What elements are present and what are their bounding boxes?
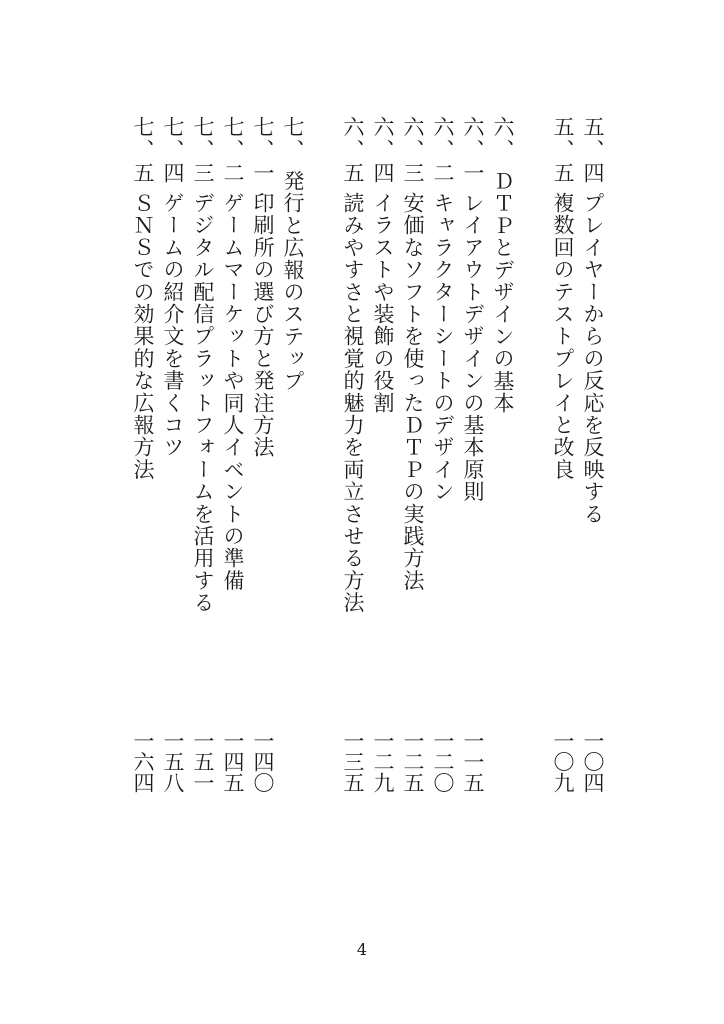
toc-entry-title: レイアウトデザインの基本原則	[461, 192, 485, 503]
toc-entry-page: 一一五	[461, 730, 485, 793]
toc-entry-number: 六、一	[461, 116, 485, 185]
toc-entry-page: 一四〇	[251, 730, 275, 793]
toc-entry-title: プレイヤーからの反応を反映する	[581, 192, 605, 525]
page-number: 4	[356, 940, 368, 959]
toc-entry-title: ゲームマーケットや同人イベントの準備	[221, 192, 245, 592]
toc-entry	[368, 0, 398, 1024]
toc-entry-title: 複数回のテストプレイと改良	[551, 192, 575, 481]
toc-entry-title: 印刷所の選び方と発注方法	[251, 192, 275, 459]
toc-entry	[188, 0, 218, 1024]
toc-entry	[488, 0, 518, 1024]
toc-entry	[248, 0, 278, 1024]
toc-entry-number: 七、	[281, 116, 305, 162]
toc-entry-page: 一六四	[131, 730, 155, 793]
toc-entry	[398, 0, 428, 1024]
toc-entry-number: 五、四	[581, 116, 605, 185]
toc-entry-page: 一三五	[341, 730, 365, 793]
toc-entry	[218, 0, 248, 1024]
toc-entry-number: 七、五	[131, 116, 155, 185]
toc-entry-number: 六、二	[431, 116, 455, 185]
toc-entry-title: キャラクターシートのデザイン	[431, 192, 455, 503]
toc-entry-number: 五、五	[551, 116, 575, 185]
toc-entry-number: 七、一	[251, 116, 275, 185]
toc-entry-page: 一五八	[161, 730, 185, 793]
toc-entry-page: 一五一	[191, 730, 215, 793]
toc-entry-number: 六、四	[371, 116, 395, 185]
toc-entry-number: 七、三	[191, 116, 215, 185]
toc-entry-page: 一〇九	[551, 730, 575, 793]
toc-entry-number: 七、二	[221, 116, 245, 185]
toc-entry-number: 七、四	[161, 116, 185, 185]
toc-entry	[458, 0, 488, 1024]
toc-entry-page: 一〇四	[581, 730, 605, 793]
toc-entry-title: ＳＮＳでの効果的な広報方法	[131, 192, 155, 481]
toc-entry-number: 六、五	[341, 116, 365, 185]
toc-entry	[158, 0, 188, 1024]
toc-entry-title: 読みやすさと視覚的魅力を両立させる方法	[341, 192, 365, 614]
toc-entry-page: 一二九	[371, 730, 395, 793]
toc-entry-number: 六、	[491, 116, 515, 162]
toc-entry	[578, 0, 608, 1024]
toc-entry-page: 一二〇	[431, 730, 455, 793]
toc-entry-title: イラストや装飾の役割	[371, 192, 395, 414]
toc-entry-title: デジタル配信プラットフォームを活用する	[191, 192, 215, 614]
toc-entry	[338, 0, 368, 1024]
toc-entry	[428, 0, 458, 1024]
toc-entry-title: 安価なソフトを使ったＤＴＰの実践方法	[401, 192, 425, 592]
toc-entry	[278, 0, 308, 1024]
toc-entry-title: 発行と広報のステップ	[281, 170, 305, 392]
toc-entry-title: ゲームの紹介文を書くコツ	[161, 192, 185, 459]
toc-entry-number: 六、三	[401, 116, 425, 185]
toc-entry	[128, 0, 158, 1024]
toc-entry	[548, 0, 578, 1024]
toc-entry-page: 一四五	[221, 730, 245, 793]
toc-entry-title: ＤＴＰとデザインの基本	[491, 170, 515, 415]
toc-entry-page: 一二五	[401, 730, 425, 793]
